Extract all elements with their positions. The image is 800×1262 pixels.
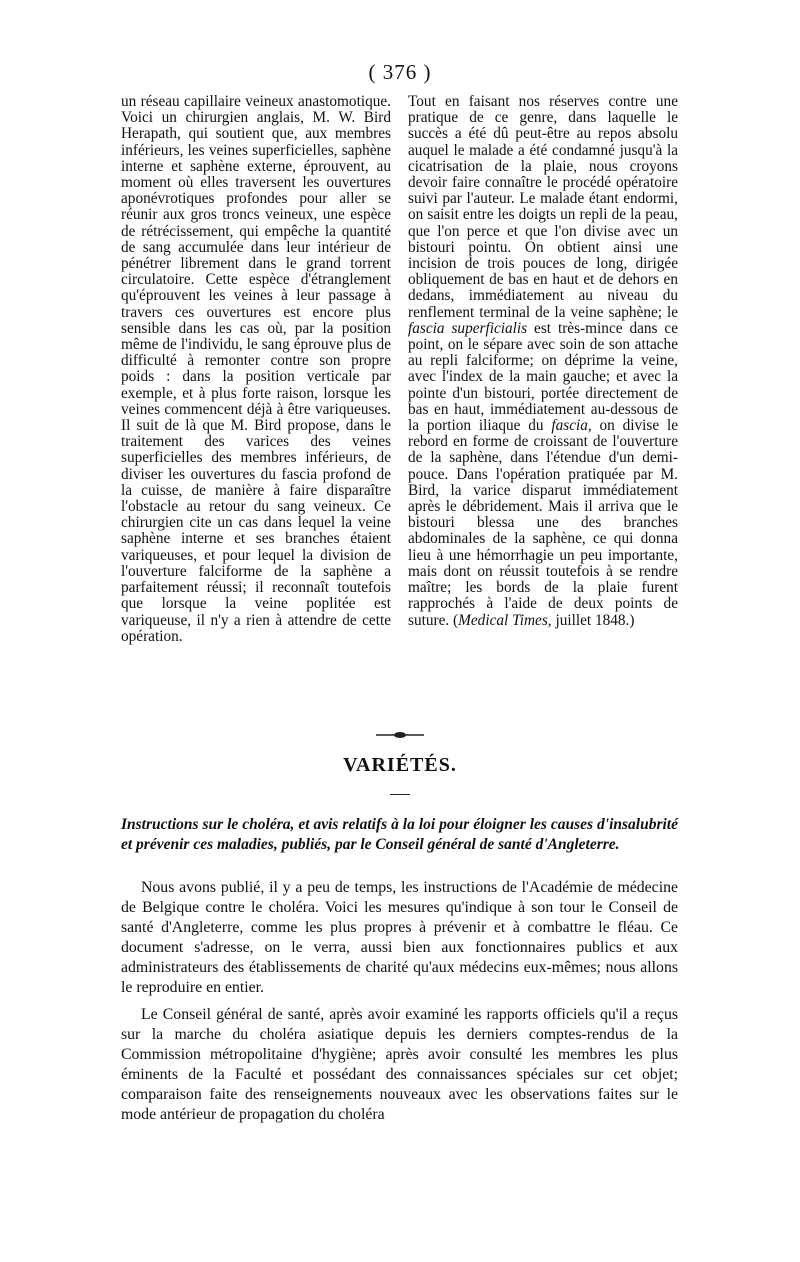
left-column-paragraph: un réseau capillaire veineux anastomotique. Voici un chirurgien anglais, M. W. Bird Herapath, qui soutient que, aux membres inférieurs, les veines superficielles, saphène interne et saphène externe, éprouvent, au moment où elles traversent les ouvertures aponévrotiques profondes pour aller se réunir aux gros troncs veineux, une espèce de rétrécissement, qui empêche la quantité de sang accumulée dans leur intérieur de pénétrer librement dans le grand torrent circulatoire. Cette espèce d'étranglement qu'éprouvent les veines à leur passage à travers ces ouvertures est encore plus sensible dans les cas où, par la position même de l'individu, le sang éprouve plus de difficulté à remonter contre son propre poids : dans la position verticale par exemple, et à plus forte raison, lorsque les veines commencent déjà à être variqueuses. Il suit de là que M. Bird propose, dans le traitement des varices des veines superficielles des membres inférieurs, de diviser les ouvertures du fascia profond de la cuisse, de manière à faire disparaître l'obstacle au retour du sang veineux. Ce chirurgien cite un cas dans lequel la veine saphène interne et ses branches étaient variqueuses, et pour lequel la division de l'ouverture falciforme de la saphène a parfaitement réussi; il reconnaît toutefois que lorsque la veine poplitée est variqueuse, il n'y a rien à attendre de cette opération. bbox=[121, 93, 391, 645]
article-heading: Instructions sur le choléra, et avis relatifs à la loi pour éloigner les causes d'insalubrité et prévenir ces maladies, publiés, par le Conseil général de santé d'Angleterre. bbox=[121, 816, 678, 853]
italic-term: fascia bbox=[551, 417, 588, 435]
page-number: ( 376 ) bbox=[368, 60, 432, 84]
short-rule bbox=[390, 794, 410, 795]
citation-date: juillet 1848.) bbox=[551, 611, 635, 629]
body-paragraph: Nous avons publié, il y a peu de temps, les instructions de l'Académie de médecine de Belgique contre le choléra. Voici les mesures qu'indique à son tour le Conseil de santé d'Angleterre, comme les plus propres à prévenir et à combattre le fléau. Ce document s'adresse, on le verra, aussi bien aux fonctionnaires publics et aux administrateurs des établissements de charité qu'aux médecins eux-mêmes; nous allons le reproduire en entier. bbox=[121, 879, 678, 997]
section-title: VARIÉTÉS. bbox=[343, 754, 457, 776]
text-run: , on divise le rebord en forme de croissant de l'ouverture de la saphène, dans l'étendue d'un demi-pouce. Dans l'opération pratiquée par M. Bird, la varice disparut immédiatement après le débridement. Mais il arriva que le bistouri blessa une des branches abdominales de la saphène, ce qui donna lieu à une hémorrhagie un peu importante, mais dont on réussit toutefois à se rendre maître; les bords de la plaie furent rapprochés à l'aide de deux points de suture. ( bbox=[408, 417, 678, 629]
left-column bbox=[121, 94, 391, 645]
body-paragraph: Le Conseil général de santé, après avoir examiné les rapports officiels qu'il a reçus sur la marche du choléra asiatique depuis les derniers comptes-rendus de la Commission métropolitaine d'hygiène; après avoir consulté les membres les plus éminents de la Faculté et possédant des connaissances spéciales sur cet objet; comparaison faite des renseignements nouveaux avec les observations faites sur le mode antérieur de propagation du choléra bbox=[121, 1005, 678, 1124]
right-column-paragraph bbox=[408, 94, 678, 629]
right-column bbox=[408, 94, 678, 629]
ornament-divider bbox=[376, 731, 424, 739]
italic-term: fascia superficialis bbox=[408, 319, 528, 337]
text-run: est très-mince dans ce point, on le sépare avec soin de son attache au repli falciforme; on déprime la veine, avec l'index de la main gauche; et avec la pointe d'un bistouri, portée directement de bas en haut, immédiatement au-dessous de la portion iliaque du bbox=[408, 319, 678, 435]
article-body bbox=[121, 878, 678, 1131]
text-run: Tout en faisant nos réserves contre une pratique de ce genre, dans laquelle le succès a été dû peut-être au repos absolu auquel le malade a été condamné jusqu'à la cicatrisation de la plaie, nous croyons devoir faire connaître le procédé opératoire suivi par l'auteur. Le malade étant endormi, on saisit entre les doigts un repli de la peau, que l'on perce et que l'on divise avec un bistouri pointu. On obtient ainsi une incision de trois pouces de long, dirigée obliquement de bas en haut et de dehors en dedans, immédiatement au niveau du renflement terminal de la veine saphène; le bbox=[408, 93, 678, 321]
citation-source: Medical Times, bbox=[458, 611, 552, 629]
